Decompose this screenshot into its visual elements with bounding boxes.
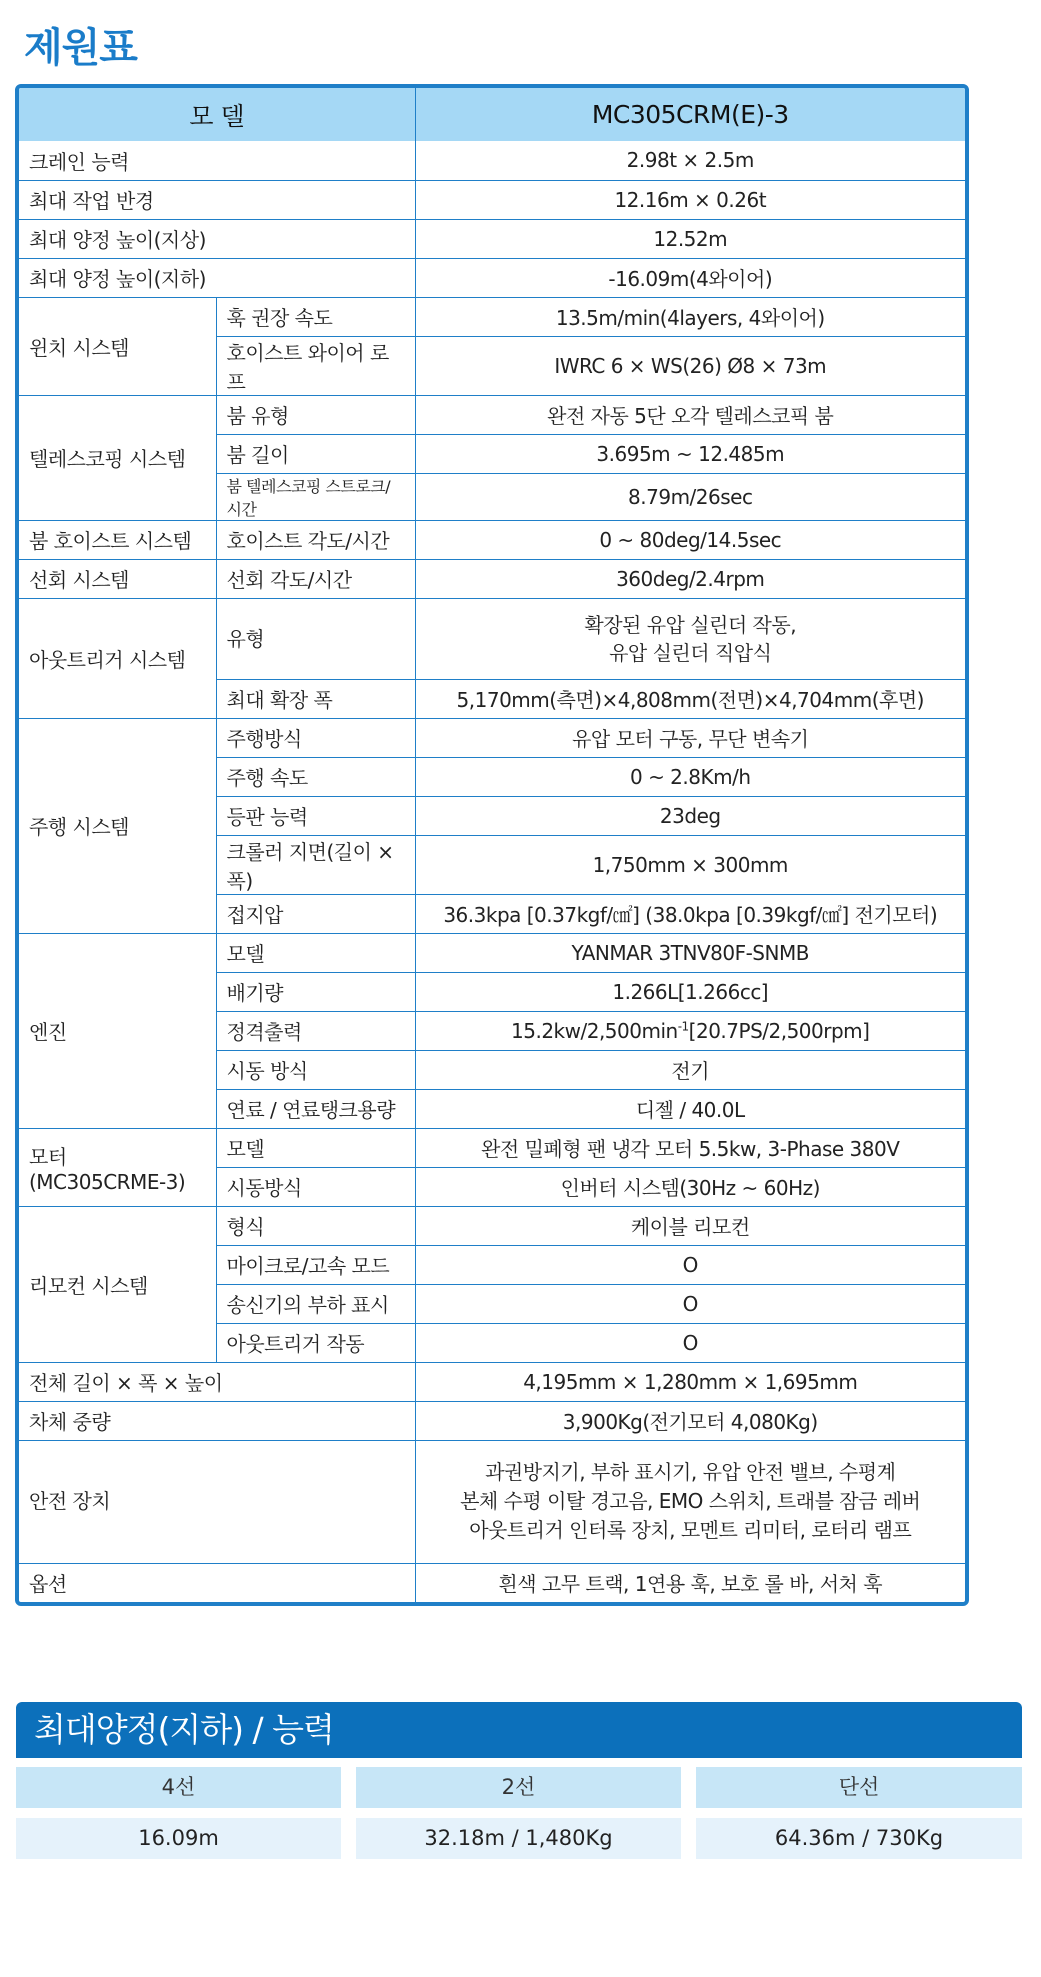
sub-label: 마이크로/고속 모드: [216, 1245, 415, 1284]
row-label: 전체 길이 × 폭 × 높이: [19, 1362, 415, 1401]
sub-label: 선회 각도/시간: [216, 559, 415, 598]
row-value: 디젤 / 40.0L: [415, 1089, 965, 1128]
label-line: 모터: [29, 1144, 67, 1169]
value-line: 과권방지기, 부하 표시기, 유압 안전 밸브, 수평계: [485, 1460, 896, 1484]
table-row: [19, 395, 965, 434]
sub-label: 최대 확장 폭: [216, 679, 415, 718]
capacity-section-title: 최대양정(지하) / 능력: [16, 1702, 1022, 1758]
capacity-header: 4선: [16, 1767, 341, 1808]
group-label: 리모컨 시스템: [19, 1206, 216, 1362]
capacity-grid: [16, 1767, 1022, 1859]
row-label: 최대 작업 반경: [19, 180, 415, 219]
group-label: 아웃트리거 시스템: [19, 598, 216, 718]
table-row: [19, 180, 965, 219]
sub-label: 붐 유형: [216, 395, 415, 434]
value-part: 15.2kw/2,500min: [511, 1018, 678, 1043]
group-label: 주행 시스템: [19, 718, 216, 933]
sub-label: 크롤러 지면(길이 × 폭): [216, 835, 415, 894]
table-row: [19, 258, 965, 297]
row-label: 크레인 능력: [19, 141, 415, 180]
sub-label: 호이스트 각도/시간: [216, 520, 415, 559]
row-value: 5,170mm(측면)×4,808mm(전면)×4,704mm(후면): [415, 679, 965, 718]
spec-table: [19, 88, 965, 1602]
sub-label: 등판 능력: [216, 796, 415, 835]
row-value: 유압 모터 구동, 무단 변속기: [415, 718, 965, 757]
row-value: 13.5m/min(4layers, 4와이어): [415, 297, 965, 336]
value-line: 아웃트리거 인터록 장치, 모멘트 리미터, 로터리 램프: [469, 1518, 912, 1542]
row-value: 0 ~ 2.8Km/h: [415, 757, 965, 796]
sub-label: 연료 / 연료탱크용량: [216, 1089, 415, 1128]
table-row: [19, 1206, 965, 1245]
label-line: (MC305CRME-3): [29, 1169, 186, 1194]
table-row: [19, 520, 965, 559]
row-label: 옵션: [19, 1563, 415, 1602]
value-line: 유압 실린더 직압식: [609, 640, 772, 665]
table-row: [19, 559, 965, 598]
table-row: [19, 598, 965, 679]
row-value: 0 ~ 80deg/14.5sec: [415, 520, 965, 559]
capacity-value: 32.18m / 1,480Kg: [356, 1818, 681, 1859]
row-value: 3,900Kg(전기모터 4,080Kg): [415, 1401, 965, 1440]
table-row: [19, 297, 965, 336]
capacity-value: 16.09m: [16, 1818, 341, 1859]
sub-label: 형식: [216, 1206, 415, 1245]
row-value: -16.09m(4와이어): [415, 258, 965, 297]
row-value: 12.16m × 0.26t: [415, 180, 965, 219]
sub-label: 시동 방식: [216, 1050, 415, 1089]
row-value: 2.98t × 2.5m: [415, 141, 965, 180]
row-value: 케이블 리모컨: [415, 1206, 965, 1245]
sub-label: 아웃트리거 작동: [216, 1323, 415, 1362]
row-label: 최대 양정 높이(지상): [19, 219, 415, 258]
table-row: [19, 141, 965, 180]
sub-label: 모델: [216, 933, 415, 972]
row-value: 3.695m ~ 12.485m: [415, 434, 965, 473]
sub-label: 배기량: [216, 972, 415, 1011]
row-label: 최대 양정 높이(지하): [19, 258, 415, 297]
table-row: [19, 718, 965, 757]
row-value: YANMAR 3TNV80F-SNMB: [415, 933, 965, 972]
row-value: 완전 자동 5단 오각 텔레스코픽 붐: [415, 395, 965, 434]
table-row: [19, 1128, 965, 1167]
row-value: 완전 밀폐형 팬 냉각 모터 5.5kw, 3-Phase 380V: [415, 1128, 965, 1167]
group-label: 붐 호이스트 시스템: [19, 520, 216, 559]
row-value: 4,195mm × 1,280mm × 1,695mm: [415, 1362, 965, 1401]
sub-label: 훅 권장 속도: [216, 297, 415, 336]
row-value: 8.79m/26sec: [415, 473, 965, 520]
sub-label: 주행방식: [216, 718, 415, 757]
table-row: [19, 1401, 965, 1440]
spec-table-container: [15, 84, 969, 1606]
row-value: [415, 598, 965, 679]
value-line: 본체 수평 이탈 경고음, EMO 스위치, 트래블 잠금 레버: [460, 1489, 921, 1513]
group-label: [19, 1128, 216, 1206]
sub-label: 모델: [216, 1128, 415, 1167]
row-value: 23deg: [415, 796, 965, 835]
model-value: MC305CRM(E)-3: [415, 88, 965, 141]
sub-label: 송신기의 부하 표시: [216, 1284, 415, 1323]
group-label: 윈치 시스템: [19, 297, 216, 395]
row-value: 1.266L[1.266cc]: [415, 972, 965, 1011]
sub-label: 유형: [216, 598, 415, 679]
sub-label: 시동방식: [216, 1167, 415, 1206]
row-value: O: [415, 1284, 965, 1323]
row-value: 360deg/2.4rpm: [415, 559, 965, 598]
capacity-value: 64.36m / 730Kg: [696, 1818, 1022, 1859]
row-value: O: [415, 1245, 965, 1284]
row-value: 36.3kpa [0.37kgf/㎠] (38.0kpa [0.39kgf/㎠] 전기모터): [415, 894, 965, 933]
row-value: 흰색 고무 트랙, 1연용 훅, 보호 롤 바, 서처 훅: [415, 1563, 965, 1602]
table-row: [19, 1440, 965, 1563]
row-label: 안전 장치: [19, 1440, 415, 1563]
capacity-header: 단선: [696, 1767, 1022, 1808]
table-row: [19, 933, 965, 972]
row-value: 12.52m: [415, 219, 965, 258]
capacity-header: 2선: [356, 1767, 681, 1808]
value-part: [20.7PS/2,500rpm]: [688, 1018, 870, 1043]
sub-label: 호이스트 와이어 로프: [216, 336, 415, 395]
model-label: 모 델: [19, 88, 415, 141]
sub-label: 주행 속도: [216, 757, 415, 796]
row-value: [415, 1440, 965, 1563]
table-row: [19, 219, 965, 258]
value-line: 확장된 유압 실린더 작동,: [584, 612, 797, 637]
row-value: O: [415, 1323, 965, 1362]
group-label: 엔진: [19, 933, 216, 1128]
row-value: 전기: [415, 1050, 965, 1089]
sub-label: 붐 길이: [216, 434, 415, 473]
table-row: [19, 1362, 965, 1401]
group-label: 텔레스코핑 시스템: [19, 395, 216, 520]
table-header-row: [19, 88, 965, 141]
row-value: IWRC 6 × WS(26) Ø8 × 73m: [415, 336, 965, 395]
row-label: 차체 중량: [19, 1401, 415, 1440]
sub-label: 접지압: [216, 894, 415, 933]
group-label: 선회 시스템: [19, 559, 216, 598]
sub-label: 붐 텔레스코핑 스트로크/시간: [216, 473, 415, 520]
table-row: [19, 1563, 965, 1602]
row-value: 1,750mm × 300mm: [415, 835, 965, 894]
page-title: 제원표: [24, 25, 137, 71]
row-value: [415, 1011, 965, 1050]
value-superscript: -1: [677, 1018, 689, 1033]
sub-label: 정격출력: [216, 1011, 415, 1050]
row-value: 인버터 시스템(30Hz ~ 60Hz): [415, 1167, 965, 1206]
